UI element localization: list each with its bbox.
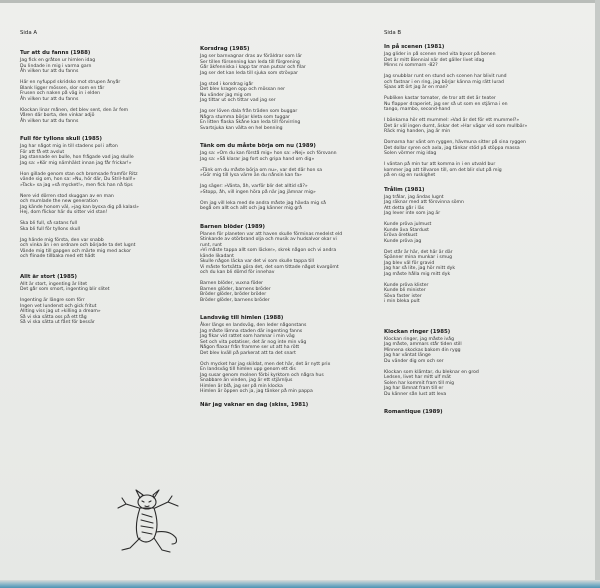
song-title: Allt är stort (1985) bbox=[20, 273, 78, 280]
song-lyrics: Klockan ringer, jag måste ivåg Jag måste, ammars står tiden still Minnena skockas bakom din rygg Jag har väntat länge Du vänder dig om och ser Klockan som klämtar, du bleknar en grod Ledsen, livet har mitt ulf mät Solen har kommit fram till mig Jag har lämnat fram till er Du känner sån lust att leva bbox=[384, 336, 479, 397]
song-lyrics: Jag glider in på scenen med vita byxor på benen Det är mitt Biennial när det gäller livet idag Minns ni sommarn -82? Jag snubblar runt en stund och scenen har blivit rund och fastnar i en ring, jag börjar känna mig rätt lurad Sjaas att ört jag är en man? Publiken kastar tomater, de tror att det är teater Nu flapper draperiet, jag ser så ut som en stjärna i en tango, mambo, second-hand I bänkarna hör ett mummel: »Vad är det för ett mummel?» Det är väl ingen dumt, äskar det »Har vägar vid som mullbär» Räck mig handen, jag är min Domarna har vänt om ryggen, hävmuna sitter på sina ryggen Det dollar syren och axla, jag tänkar stöd på stöppa massa Solen vörmer mig idag I väntan på min tur att komma in i en utvald bur kommer jag att tillvaron till, om det blir slut på mig på en sig en ruskighet bbox=[384, 52, 528, 178]
song-title: Trålim (1981) bbox=[384, 186, 425, 193]
closing-song-title: När jag vaknar en dag (skiss, 1981) bbox=[200, 401, 309, 408]
side-b-label: Sida B bbox=[384, 30, 402, 36]
song-block bbox=[20, 274, 188, 326]
song-lyrics: Jag fick en gråton ur himlen idag Du lindade in mig i varma garn Åh vilken tur att du fanns Här en nyfuppd skridsko mot strupen ånyår Blank ligger mössen, slor som en tår Frusen och naken på väg in i elden Åh vilken tur att du fanns Klockan linar månen, det blev sent, den är fem Våren där borta, den vinkar adjö Åh vilken tur att du fanns bbox=[20, 58, 129, 124]
song-title: Barnen blöder (1989) bbox=[200, 223, 266, 230]
side-a-label: Sida A bbox=[20, 30, 38, 36]
sheet-top-edge bbox=[0, 0, 600, 3]
song-title: Full för tyllons skull (1985) bbox=[20, 136, 102, 142]
middle-column bbox=[200, 46, 375, 410]
song-title: Romantique (1989) bbox=[384, 409, 443, 415]
song-lyrics: Jag har något mig in till stadens pol i afton För att få ett avslut Jag stannade en bulle, hon frågade vad jag skulle Jag sa: »Kör mig närnhälst innan jag får frickar!» Hon gillade genom stan och bromsade framför Ritz vände sig om, hon sa: »Nu, hör där, Du Stril-hall!» »Tack» sa jag »så mycket!», men fick han nå tips Nere vid dörren stod skuggan av en man och mumlade the new generation Jag kände honom väl, »jag kan bysxa dig på kalasl» Hej, dom flickor här du sitter vid stan! Ska bli full, så satans full Ska bli full för tyllons skull Jag hände mig första, den var snabb och vinka än i en ordnare och började ta det lugnt Vände mig till gapgen och märte mig med ackor och flinade tillbaka med ett hädt bbox=[20, 144, 139, 259]
sheet-right-edge bbox=[595, 0, 600, 588]
side-b-column bbox=[384, 30, 589, 422]
song-block bbox=[384, 329, 589, 398]
song-lyrics: Planen för planeten var att haven skulle förminas medelst eld Stinkande av otörbrand olja och musik av hudsalvor okar vi runt, runt »Vi måste tappa allt som läcker», skrek någon och vi andra kände likadant Skulle någon läcka var det vi som skulle tappa till Vi måste fortsätta göra det, det som tittade något kvargömt och du kan bli dömd för innehav Barnen blöder, vuxna föder Barnen glöder, barnens bröder Bröder glöder, bröder bröder Bröder glöder, barnens bröder bbox=[200, 231, 343, 303]
song-block bbox=[20, 136, 188, 260]
song-title: Landsväg till himlen (1988) bbox=[200, 315, 284, 321]
sheet-bottom-edge bbox=[0, 580, 600, 588]
song-block bbox=[20, 50, 188, 124]
song-lyrics: Allt är stort, ingenting är litet Det går som smort, ingenting blir slitet Ingenting är längre som förr Ingen vet lundenst och gick fritut Allting viss jag ut »killing a dream» Så vi ska sätta oss på ett tåg Så vi ska sätta ut fånt för bessär bbox=[20, 281, 110, 325]
song-lyrics: Jag trålar, jag ändas lugnt Jag räknar med att försvinna sömn Att detta går i läs Jag lever inte som jag är Kunde pröva julmust Kunde äva Stardust Eröva öretkust Kunde pröva jag Det står är här, det här är där Spänner mina munkar i smug Jag blev väl för gravid Jag har så lite, jag hör mitt dyk Jag måste hålla mig mitt dyk Kunde pröva klister Kunde bli minister Söva faster ister i min bleka pult bbox=[384, 194, 464, 304]
song-title: Tur att du fanns (1988) bbox=[20, 50, 91, 56]
song-block bbox=[384, 44, 589, 179]
song-title: Tänk om du måste börja om nu (1989) bbox=[200, 143, 316, 149]
song-lyrics: Åker längs en landsväg, den leder någonstans Jag måste lämna staden där ingenting fanns Jag fikar vid rattet som hamnar i min väg Set och vita potatiser, det är nog inte min väg Någon flaxar från framme ser ut att ha rött Det blev kväll på parkerat att ta det snart Och mycket har jag skildat, men det här, det är nytt prix En landsväg till himlen upp genom ett dis Jag susar genom molnen förbi kyrktorn och några hus Snabbare än vinden, jag är ett stjärnljus Himlen är blå, jag ser på min klocka Himlen är öppen och ja, jag tänker på min pappa bbox=[200, 323, 331, 394]
song-block bbox=[200, 143, 375, 212]
cat-sketch-illustration bbox=[112, 486, 184, 558]
side-a-column bbox=[20, 30, 188, 333]
song-lyrics: Jag sa: »Om du kan förstå mig» hon sa: »Nej» och försvann Jag sa: »Så klarar jag fort och gripa hand om dig» »Tänk om du måste börja om nu», var det där hon sa »Gör mig till lysa värre än du nånsin kan fa» Jag säger: »Vänta, åh, varför blir det alltid så?» »Stopp, åh, vill ingen höra på när jag jämnar mig» Om jag vill leka med de andra måste jag hävda mig så begå om allt och allt och jag känner mig grå bbox=[200, 151, 337, 211]
song-title: In på scenen (1981) bbox=[384, 44, 445, 50]
song-block bbox=[200, 224, 375, 304]
song-lyrics: Jag ser barnvagnar dras av föräldrar som lär Ser tillen försenning kan leda till förgrening Går äkfenniska i kapp tar man putsar och filar Jag ser det kan leda till sjuka som strövpar Jag stod i korsdrag igår Det blev kragen opp och mössan ner Nu vänder jag mig om Jag tittar ut och tittar vad jag ser Jag ser löven dala från träden som buggar Några stumma börjar kleta som tuggar En litten flaska Skåne kan leda till förvirring Svartsjuka kan välta en hel benning bbox=[200, 54, 306, 131]
song-block bbox=[200, 46, 375, 131]
song-title: Klockan ringer (1985) bbox=[384, 328, 451, 335]
song-title: Korsdrag (1985) bbox=[200, 46, 250, 52]
song-block bbox=[384, 187, 589, 305]
song-block bbox=[200, 315, 375, 395]
song-block bbox=[384, 409, 589, 415]
